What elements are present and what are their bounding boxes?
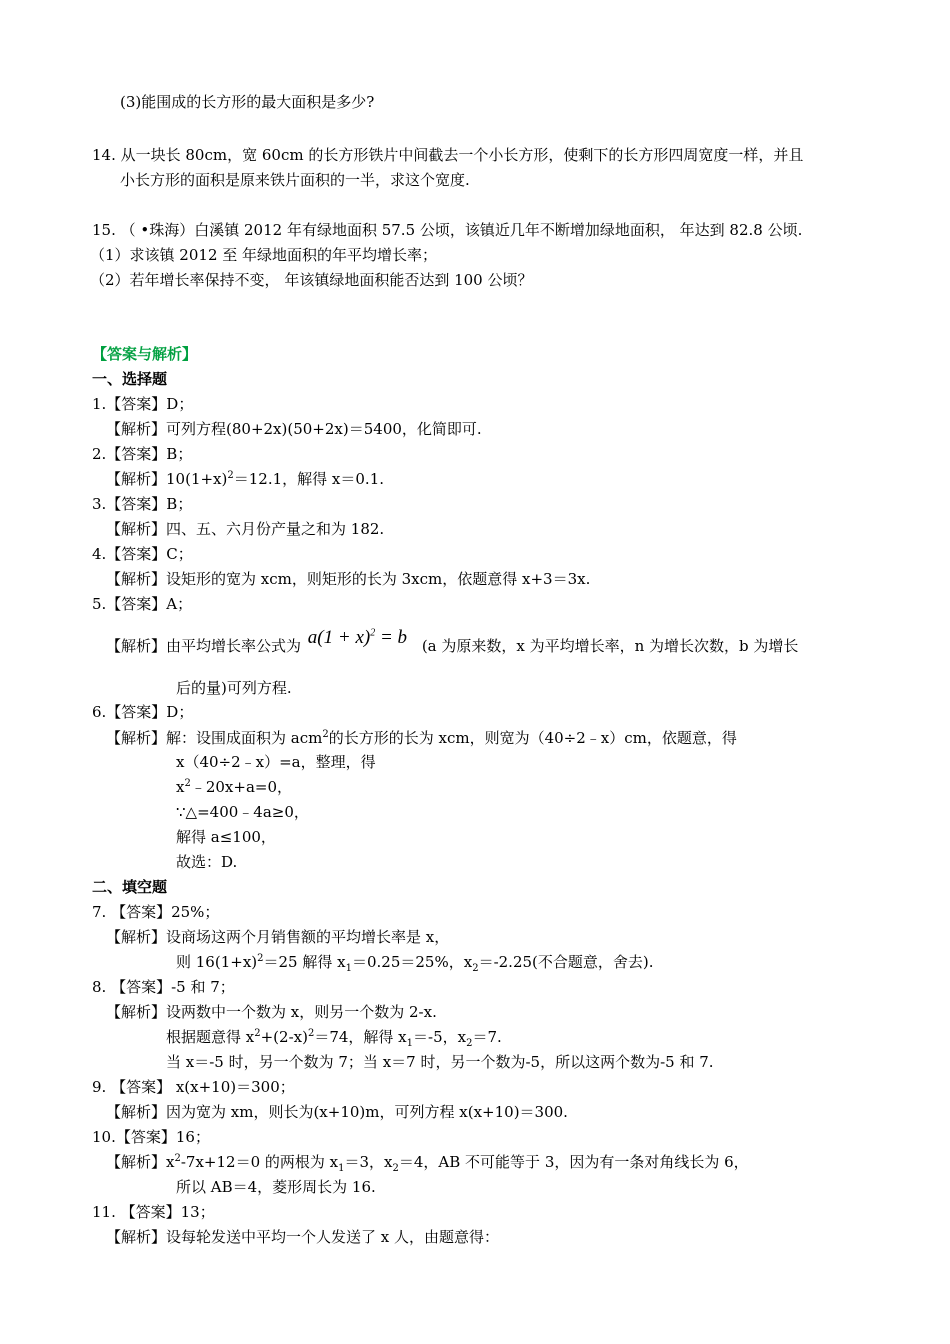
growth-rate-formula: $a(1 + x)^2 = b$ bbox=[307, 627, 408, 648]
explanation-2: 【解析】$10(1+x)^2=12.1$，解得 x＝0.1. bbox=[106, 470, 384, 488]
explanation-8-line-2: 根据题意得 $x^2+(2-x)^2=74$，解得 $x_1=-5$，$x_2=7$. bbox=[166, 1028, 502, 1049]
section-fill-in-blank: 二、填空题 bbox=[92, 878, 168, 896]
question-13-part-3: (3)能围成的长方形的最大面积是多少? bbox=[120, 93, 375, 111]
explanation-6-line-6: 故选：D. bbox=[176, 853, 238, 871]
explanation-1: 【解析】可列方程(80+2x)(50+2x)＝5400，化简即可. bbox=[106, 420, 482, 438]
answer-5: 5.【答案】A； bbox=[92, 595, 193, 613]
answer-1: 1.【答案】D； bbox=[92, 395, 194, 413]
explanation-7-line-1: 【解析】设商场这两个月销售额的平均增长率是 x， bbox=[106, 928, 450, 946]
explanation-5-line-2: 后的量)可列方程. bbox=[176, 679, 292, 697]
explanation-7-line-2: 则 $16(1+x)^2=25$ 解得 $x_1=0.25=25\%$，$x_2=-2.25$(不合题意，舍去). bbox=[176, 953, 654, 974]
question-14-line-1: 14. 从一块长 80cm，宽 60cm 的长方形铁片中间截去一个小长方形，使剩下的长方形四周宽度一样，并且 bbox=[92, 146, 804, 164]
answer-9: 9. 【答案】 x(x+10)＝300； bbox=[92, 1078, 295, 1096]
explanation-5: 【解析】由平均增长率公式为 $a(1 + x)^2 = b$ (a 为原来数，x 为平均增长率，n 为增长次数，b 为增长 bbox=[106, 627, 799, 655]
question-15-line-3: （2）若年增长率保持不变， 年该镇绿地面积能否达到 100 公顷？ bbox=[90, 271, 533, 289]
explanation-6-line-1: 【解析】解：设围成面积为 acm$^2$的长方形的长为 xcm，则宽为（40÷2﹣x）cm，依题意，得 bbox=[106, 729, 737, 747]
explanation-6-line-3: $x^2﹣20x+a=0$， bbox=[176, 778, 293, 796]
explanation-6-line-5: 解得 a≤100， bbox=[176, 828, 276, 846]
question-15-line-1: 15. （ •珠海）白溪镇 2012 年有绿地面积 57.5 公顷，该镇近几年不断增加绿地面积， 年达到 82.8 公顷. bbox=[92, 221, 803, 239]
explanation-4: 【解析】设矩形的宽为 xcm，则矩形的长为 3xcm，依题意得 x+3＝3x. bbox=[106, 570, 591, 588]
answer-6: 6.【答案】D； bbox=[92, 703, 194, 721]
answer-10: 10.【答案】16； bbox=[92, 1128, 210, 1146]
explanation-11: 【解析】设每轮发送中平均一个人发送了 x 人，由题意得： bbox=[106, 1228, 499, 1246]
answer-7: 7. 【答案】25%； bbox=[92, 903, 220, 921]
answer-11: 11. 【答案】13； bbox=[92, 1203, 215, 1221]
explanation-6-line-2: x（40÷2﹣x）=a，整理，得 bbox=[176, 753, 376, 771]
explanation-3: 【解析】四、五、六月份产量之和为 182. bbox=[106, 520, 385, 538]
question-14-line-2: 小长方形的面积是原来铁片面积的一半，求这个宽度. bbox=[120, 171, 470, 189]
explanation-6-line-4: ∵△=400﹣4a≥0， bbox=[176, 803, 309, 821]
explanation-10-line-2: 所以 AB＝4，菱形周长为 16. bbox=[176, 1178, 376, 1196]
answer-2: 2.【答案】B； bbox=[92, 445, 193, 463]
explanation-10-line-1: 【解析】$x^2-7x+12=0$ 的两根为 $x_1=3$，$x_2=4$，AB 不可能等于 3，因为有一条对角线长为 6， bbox=[106, 1153, 749, 1174]
answer-3: 3.【答案】B； bbox=[92, 495, 193, 513]
answers-heading: 【答案与解析】 bbox=[92, 345, 198, 363]
section-choice-questions: 一、选择题 bbox=[92, 370, 168, 388]
explanation-9: 【解析】因为宽为 xm，则长为(x+10)m，可列方程 x(x+10)＝300. bbox=[106, 1103, 568, 1121]
question-15-line-2: （1）求该镇 2012 至 年绿地面积的年平均增长率； bbox=[90, 246, 438, 264]
explanation-8-line-3: 当 x＝-5 时，另一个数为 7；当 x＝7 时，另一个数为-5，所以这两个数为-5 和 7. bbox=[166, 1053, 714, 1071]
answer-4: 4.【答案】C； bbox=[92, 545, 193, 563]
explanation-8-line-1: 【解析】设两数中一个数为 x，则另一个数为 2-x. bbox=[106, 1003, 437, 1021]
answer-8: 8. 【答案】-5 和 7； bbox=[92, 978, 235, 996]
